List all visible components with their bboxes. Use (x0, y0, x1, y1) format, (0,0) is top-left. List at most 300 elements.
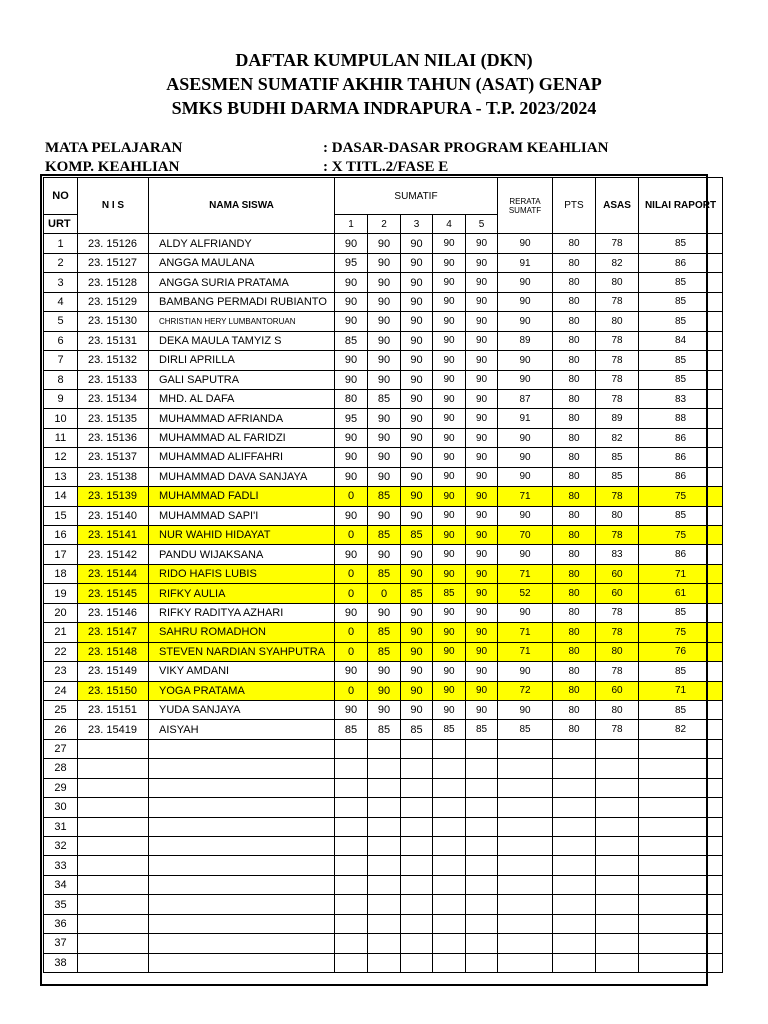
table-row (44, 545, 723, 564)
cell-rerata (498, 817, 553, 836)
cell-no: 4 (44, 292, 78, 311)
cell-rerata (498, 856, 553, 875)
cell-s5 (466, 837, 498, 856)
cell-no: 1 (44, 234, 78, 253)
cell-asas: 85 (596, 448, 639, 467)
cell-name: RIFKY RADITYA AZHARI (149, 603, 335, 622)
cell-s4 (433, 798, 466, 817)
cell-rerata: 90 (498, 603, 553, 622)
cell-nis: 23. 15144 (78, 564, 149, 583)
cell-s4: 90 (433, 312, 466, 331)
table-row (44, 934, 723, 953)
cell-s5 (466, 778, 498, 797)
cell-s2 (368, 856, 401, 875)
cell-rerata: 72 (498, 681, 553, 700)
cell-name: YOGA PRATAMA (149, 681, 335, 700)
cell-s4 (433, 759, 466, 778)
cell-nis: 23. 15146 (78, 603, 149, 622)
cell-s4: 90 (433, 506, 466, 525)
cell-raport: 85 (639, 700, 723, 719)
cell-name: MUHAMMAD AL FARIDZI (149, 428, 335, 447)
cell-pts: 80 (553, 234, 596, 253)
cell-s1 (335, 798, 368, 817)
subject-value: : DASAR-DASAR PROGRAM KEAHLIAN (323, 140, 609, 156)
cell-s3: 90 (401, 700, 433, 719)
header-s5: 5 (466, 215, 498, 234)
cell-s2: 90 (368, 370, 401, 389)
cell-s2: 90 (368, 409, 401, 428)
cell-nis (78, 856, 149, 875)
cell-s2: 90 (368, 545, 401, 564)
cell-s2 (368, 895, 401, 914)
cell-s5 (466, 914, 498, 933)
cell-s3: 90 (401, 409, 433, 428)
cell-no: 8 (44, 370, 78, 389)
cell-s5: 85 (466, 720, 498, 739)
cell-s1: 90 (335, 700, 368, 719)
cell-rerata (498, 798, 553, 817)
cell-s4: 90 (433, 662, 466, 681)
cell-pts: 80 (553, 409, 596, 428)
grades-table (43, 177, 723, 973)
cell-nis: 23. 15150 (78, 681, 149, 700)
cell-name: ANGGA MAULANA (149, 253, 335, 272)
cell-asas: 60 (596, 681, 639, 700)
header-urt: URT (44, 215, 78, 234)
cell-no: 38 (44, 953, 78, 972)
cell-s4 (433, 817, 466, 836)
cell-s2: 90 (368, 506, 401, 525)
cell-raport: 61 (639, 584, 723, 603)
cell-name: RIDO HAFIS LUBIS (149, 564, 335, 583)
cell-s5: 90 (466, 234, 498, 253)
cell-asas: 78 (596, 623, 639, 642)
cell-name: STEVEN NARDIAN SYAHPUTRA (149, 642, 335, 661)
cell-s4: 90 (433, 681, 466, 700)
cell-s1: 0 (335, 623, 368, 642)
cell-s1: 90 (335, 351, 368, 370)
table-row (44, 642, 723, 661)
cell-s1 (335, 875, 368, 894)
cell-s3 (401, 778, 433, 797)
cell-s5: 90 (466, 623, 498, 642)
cell-s4 (433, 778, 466, 797)
cell-no: 33 (44, 856, 78, 875)
cell-name: BAMBANG PERMADI RUBIANTO (149, 292, 335, 311)
cell-rerata: 90 (498, 467, 553, 486)
cell-s2: 0 (368, 584, 401, 603)
cell-s3: 90 (401, 253, 433, 272)
cell-s3: 90 (401, 292, 433, 311)
cell-asas (596, 759, 639, 778)
table-row (44, 409, 723, 428)
cell-s5: 90 (466, 312, 498, 331)
cell-rerata: 90 (498, 545, 553, 564)
cell-asas: 78 (596, 526, 639, 545)
cell-asas: 78 (596, 331, 639, 350)
cell-nis (78, 934, 149, 953)
cell-pts (553, 739, 596, 758)
cell-raport: 86 (639, 253, 723, 272)
table-row (44, 564, 723, 583)
cell-name: RIFKY AULIA (149, 584, 335, 603)
cell-s4: 90 (433, 234, 466, 253)
cell-name: MUHAMMAD FADLI (149, 487, 335, 506)
cell-asas (596, 875, 639, 894)
cell-asas: 78 (596, 370, 639, 389)
cell-nis (78, 895, 149, 914)
cell-s2: 85 (368, 487, 401, 506)
cell-s5 (466, 934, 498, 953)
cell-s5 (466, 856, 498, 875)
cell-rerata: 90 (498, 312, 553, 331)
table-row (44, 292, 723, 311)
cell-nis: 23. 15137 (78, 448, 149, 467)
cell-s1: 0 (335, 642, 368, 661)
cell-pts (553, 798, 596, 817)
table-row (44, 273, 723, 292)
cell-s5: 90 (466, 642, 498, 661)
cell-asas (596, 798, 639, 817)
cell-no: 30 (44, 798, 78, 817)
cell-no: 37 (44, 934, 78, 953)
cell-asas (596, 856, 639, 875)
cell-s1: 90 (335, 506, 368, 525)
cell-asas (596, 934, 639, 953)
cell-nis: 23. 15145 (78, 584, 149, 603)
cell-nis: 23. 15147 (78, 623, 149, 642)
cell-pts (553, 953, 596, 972)
cell-s3: 90 (401, 331, 433, 350)
table-row (44, 351, 723, 370)
cell-asas: 78 (596, 487, 639, 506)
cell-raport: 85 (639, 292, 723, 311)
cell-asas: 82 (596, 428, 639, 447)
program-label: KOMP. KEAHLIAN (45, 159, 180, 175)
cell-no: 26 (44, 720, 78, 739)
cell-rerata: 91 (498, 253, 553, 272)
cell-s4 (433, 856, 466, 875)
cell-pts: 80 (553, 720, 596, 739)
cell-s3: 90 (401, 681, 433, 700)
header-s4: 4 (433, 215, 466, 234)
cell-asas: 80 (596, 506, 639, 525)
cell-rerata: 90 (498, 428, 553, 447)
cell-raport: 85 (639, 312, 723, 331)
cell-s3: 90 (401, 273, 433, 292)
cell-s4: 90 (433, 603, 466, 622)
cell-nis (78, 798, 149, 817)
cell-asas: 85 (596, 467, 639, 486)
cell-nis: 23. 15126 (78, 234, 149, 253)
cell-rerata: 71 (498, 623, 553, 642)
cell-rerata (498, 895, 553, 914)
header-s2: 2 (368, 215, 401, 234)
cell-s2: 85 (368, 642, 401, 661)
cell-asas: 80 (596, 642, 639, 661)
cell-raport: 85 (639, 273, 723, 292)
cell-raport: 85 (639, 603, 723, 622)
cell-s1: 90 (335, 428, 368, 447)
cell-rerata (498, 759, 553, 778)
title-line-1: DAFTAR KUMPULAN NILAI (DKN) (235, 50, 533, 70)
cell-nis: 23. 15132 (78, 351, 149, 370)
cell-asas: 78 (596, 662, 639, 681)
cell-raport (639, 837, 723, 856)
title-line-3: SMKS BUDHI DARMA INDRAPURA - T.P. 2023/2024 (171, 98, 597, 118)
cell-asas: 78 (596, 720, 639, 739)
table-row (44, 798, 723, 817)
cell-pts (553, 856, 596, 875)
cell-nis: 23. 15142 (78, 545, 149, 564)
cell-asas: 80 (596, 312, 639, 331)
cell-raport (639, 739, 723, 758)
cell-s3: 90 (401, 623, 433, 642)
cell-s2: 90 (368, 448, 401, 467)
program-value: : X TITL.2/FASE E (323, 159, 449, 175)
cell-no: 35 (44, 895, 78, 914)
cell-name (149, 837, 335, 856)
table-row (44, 331, 723, 350)
cell-nis: 23. 15140 (78, 506, 149, 525)
header-sumatif: SUMATIF (335, 178, 498, 215)
cell-s4: 90 (433, 564, 466, 583)
table-row (44, 953, 723, 972)
cell-nis: 23. 15139 (78, 487, 149, 506)
cell-s2: 85 (368, 389, 401, 408)
cell-nis (78, 759, 149, 778)
cell-rerata (498, 953, 553, 972)
cell-pts: 80 (553, 564, 596, 583)
cell-no: 28 (44, 759, 78, 778)
cell-s3 (401, 739, 433, 758)
cell-nis (78, 953, 149, 972)
cell-s4: 90 (433, 273, 466, 292)
cell-s1: 85 (335, 720, 368, 739)
cell-rerata: 87 (498, 389, 553, 408)
table-row (44, 428, 723, 447)
cell-s5: 90 (466, 292, 498, 311)
cell-s4 (433, 914, 466, 933)
cell-rerata (498, 875, 553, 894)
cell-s3: 90 (401, 545, 433, 564)
cell-nis: 23. 15130 (78, 312, 149, 331)
cell-name: MUHAMMAD SAPI'I (149, 506, 335, 525)
cell-rerata: 85 (498, 720, 553, 739)
cell-s1: 0 (335, 564, 368, 583)
cell-s3: 90 (401, 428, 433, 447)
cell-raport: 76 (639, 642, 723, 661)
cell-s4: 85 (433, 720, 466, 739)
cell-s5: 90 (466, 681, 498, 700)
cell-s3 (401, 759, 433, 778)
cell-name (149, 875, 335, 894)
table-row (44, 700, 723, 719)
cell-s4: 90 (433, 331, 466, 350)
cell-asas: 78 (596, 351, 639, 370)
cell-raport: 84 (639, 331, 723, 350)
cell-s1: 90 (335, 234, 368, 253)
cell-pts (553, 934, 596, 953)
cell-no: 32 (44, 837, 78, 856)
cell-nis: 23. 15141 (78, 526, 149, 545)
table-row (44, 759, 723, 778)
cell-s5: 90 (466, 603, 498, 622)
cell-s5: 90 (466, 662, 498, 681)
cell-no: 13 (44, 467, 78, 486)
cell-no: 7 (44, 351, 78, 370)
cell-name (149, 895, 335, 914)
cell-s1: 0 (335, 487, 368, 506)
cell-no: 17 (44, 545, 78, 564)
cell-s3: 90 (401, 312, 433, 331)
cell-s2: 90 (368, 681, 401, 700)
cell-s5: 90 (466, 331, 498, 350)
cell-nis (78, 778, 149, 797)
cell-asas (596, 817, 639, 836)
table-row (44, 856, 723, 875)
cell-s3: 90 (401, 487, 433, 506)
cell-name: ANGGA SURIA PRATAMA (149, 273, 335, 292)
cell-s3: 85 (401, 526, 433, 545)
cell-s5: 90 (466, 273, 498, 292)
cell-pts: 80 (553, 389, 596, 408)
cell-s4: 90 (433, 487, 466, 506)
cell-raport (639, 856, 723, 875)
cell-s2: 90 (368, 331, 401, 350)
cell-s5: 90 (466, 487, 498, 506)
table-row (44, 584, 723, 603)
cell-s5: 90 (466, 564, 498, 583)
cell-s5: 90 (466, 506, 498, 525)
cell-pts (553, 914, 596, 933)
table-row (44, 681, 723, 700)
cell-nis: 23. 15129 (78, 292, 149, 311)
cell-no: 12 (44, 448, 78, 467)
cell-s4: 90 (433, 370, 466, 389)
cell-s2: 85 (368, 720, 401, 739)
cell-raport: 86 (639, 467, 723, 486)
cell-s4: 85 (433, 584, 466, 603)
cell-s3 (401, 837, 433, 856)
cell-s4: 90 (433, 389, 466, 408)
cell-s4 (433, 837, 466, 856)
cell-rerata: 90 (498, 448, 553, 467)
cell-rerata (498, 739, 553, 758)
cell-nis: 23. 15128 (78, 273, 149, 292)
cell-pts: 80 (553, 467, 596, 486)
cell-name: CHRISTIAN HERY LUMBANTORUAN (149, 312, 335, 331)
cell-nis: 23. 15135 (78, 409, 149, 428)
cell-s4: 90 (433, 467, 466, 486)
cell-s5: 90 (466, 545, 498, 564)
cell-s4: 90 (433, 292, 466, 311)
cell-pts: 80 (553, 253, 596, 272)
table-row (44, 448, 723, 467)
cell-s3: 90 (401, 234, 433, 253)
cell-rerata (498, 934, 553, 953)
cell-pts: 80 (553, 370, 596, 389)
cell-nis: 23. 15136 (78, 428, 149, 447)
table-row (44, 234, 723, 253)
cell-pts: 80 (553, 331, 596, 350)
cell-no: 27 (44, 739, 78, 758)
cell-s1: 90 (335, 467, 368, 486)
table-row (44, 526, 723, 545)
cell-s3: 90 (401, 662, 433, 681)
cell-s1: 85 (335, 331, 368, 350)
cell-asas (596, 895, 639, 914)
cell-pts: 80 (553, 662, 596, 681)
cell-no: 18 (44, 564, 78, 583)
cell-name (149, 739, 335, 758)
cell-raport: 71 (639, 564, 723, 583)
table-row (44, 778, 723, 797)
cell-s4: 90 (433, 545, 466, 564)
cell-no: 9 (44, 389, 78, 408)
cell-nis: 23. 15151 (78, 700, 149, 719)
cell-no: 34 (44, 875, 78, 894)
cell-s4 (433, 739, 466, 758)
cell-s1 (335, 759, 368, 778)
cell-no: 24 (44, 681, 78, 700)
cell-s4: 90 (433, 351, 466, 370)
cell-name (149, 856, 335, 875)
cell-s5 (466, 953, 498, 972)
cell-rerata: 90 (498, 370, 553, 389)
cell-s1: 90 (335, 273, 368, 292)
header-rerata: RERATA SUMATF (498, 178, 553, 234)
cell-s1: 90 (335, 448, 368, 467)
header-pts: PTS (553, 178, 596, 234)
table-row (44, 389, 723, 408)
cell-s2: 90 (368, 312, 401, 331)
cell-s1 (335, 837, 368, 856)
cell-raport: 85 (639, 506, 723, 525)
cell-name: MUHAMMAD AFRIANDA (149, 409, 335, 428)
cell-name: YUDA SANJAYA (149, 700, 335, 719)
cell-name (149, 817, 335, 836)
cell-pts (553, 875, 596, 894)
cell-nis (78, 914, 149, 933)
cell-raport (639, 895, 723, 914)
cell-s3: 90 (401, 506, 433, 525)
cell-s2: 90 (368, 467, 401, 486)
header-nama: NAMA SISWA (149, 178, 335, 234)
cell-pts (553, 837, 596, 856)
cell-s5 (466, 895, 498, 914)
header-nis: N I S (78, 178, 149, 234)
table-row (44, 467, 723, 486)
cell-s4: 90 (433, 253, 466, 272)
cell-no: 16 (44, 526, 78, 545)
table-row (44, 253, 723, 272)
cell-s3 (401, 875, 433, 894)
cell-s2: 90 (368, 253, 401, 272)
cell-raport (639, 953, 723, 972)
cell-no: 2 (44, 253, 78, 272)
cell-s4 (433, 934, 466, 953)
header-s1: 1 (335, 215, 368, 234)
cell-rerata: 70 (498, 526, 553, 545)
cell-pts: 80 (553, 545, 596, 564)
cell-raport (639, 934, 723, 953)
cell-nis: 23. 15138 (78, 467, 149, 486)
cell-s2: 90 (368, 700, 401, 719)
cell-asas (596, 914, 639, 933)
cell-no: 36 (44, 914, 78, 933)
cell-s5: 90 (466, 467, 498, 486)
